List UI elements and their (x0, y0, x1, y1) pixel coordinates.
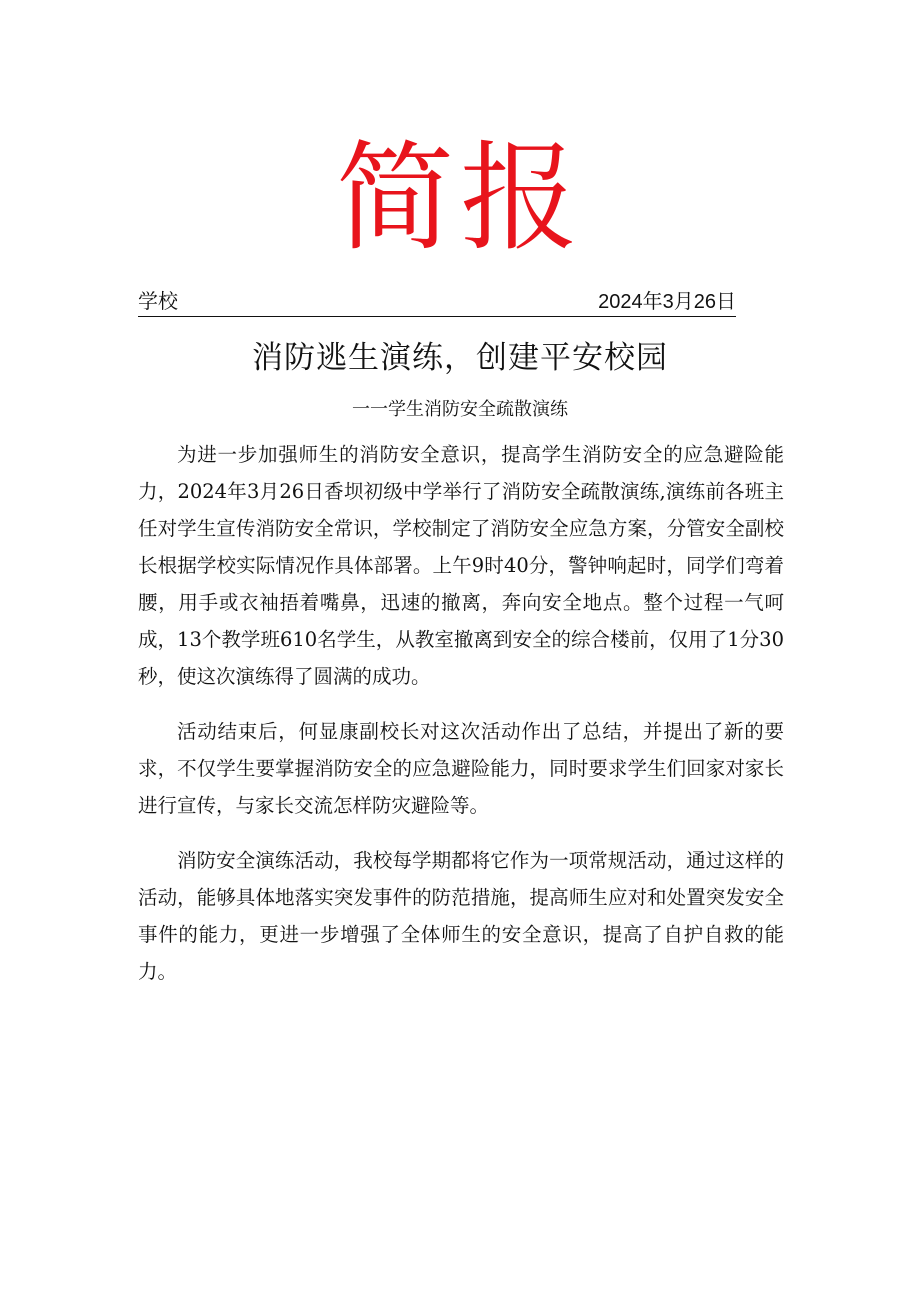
article-subtitle: 一一学生消防安全疏散演练 (352, 399, 568, 420)
paragraph-2: 活动结束后，何显康副校长对这次活动作出了总结，并提出了新的要求，不仅学生要掌握消防安全的应急避险能力，同时要求学生们回家对家长进行宣传，与家长交流怎样防灾避险等。 (138, 720, 784, 817)
paragraph-3: 消防安全演练活动，我校每学期都将它作为一项常规活动，通过这样的活动，能够具体地落实突发事件的防范措施，提高师生应对和处置突发安全事件的能力，更进一步增强了全体师生的安全意识，提高了自护自救的能力。 (138, 849, 784, 983)
header-info-line (138, 290, 736, 317)
article-title: 消防逃生演练，创建平安校园 (252, 340, 668, 376)
school-label: 学校 (138, 291, 178, 313)
masthead-title: 简报 (335, 129, 584, 267)
paragraph-1: 为进一步加强师生的消防安全意识，提高学生消防安全的应急避险能力，2024年3月26日香坝初级中学举行了消防安全疏散演练,演练前各班主任对学生宣传消防安全常识，学校制定了消防安全应急方案，分管安全副校长根据学校实际情况作具体部署。上午9时40分，警钟响起时，同学们弯着腰，用手或衣袖捂着嘴鼻，迅速的撤离，奔向安全地点。整个过程一气呵成，13个教学班610名学生，从教室撤离到安全的综合楼前，仅用了1分30秒，使这次演练得了圆满的成功。 (138, 443, 784, 688)
issue-date: 2024年3月26日 (598, 291, 736, 313)
article-body (138, 436, 784, 1008)
